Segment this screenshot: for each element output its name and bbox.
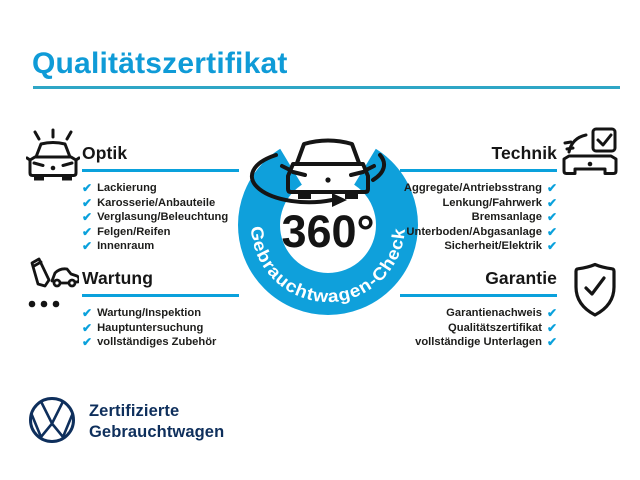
check-item-label: Hauptuntersuchung: [97, 321, 204, 334]
check-item: [82, 321, 239, 336]
check-item: [82, 181, 239, 196]
check-icon: ✔: [546, 181, 557, 195]
check-item-label: vollständige Unterlagen: [415, 336, 542, 349]
check-item: [400, 210, 557, 225]
badge-value: 360°: [281, 206, 375, 257]
optik-checklist: [82, 181, 239, 254]
check-item-label: Qualitätszertifikat: [448, 321, 542, 334]
check-icon: ✔: [546, 320, 557, 335]
check-item-label: Wartung/Inspektion: [97, 307, 202, 319]
check-icon: ✔: [546, 210, 557, 225]
section-title-technik: Technik: [400, 143, 557, 172]
check-item: [82, 225, 239, 240]
check-icon: ✔: [82, 210, 93, 225]
check-icon: ✔: [82, 320, 93, 335]
check-icon: ✔: [546, 224, 557, 239]
check-item: [400, 321, 557, 336]
check-item: [400, 181, 557, 196]
check-icon: ✔: [546, 239, 557, 254]
check-item-label: vollständiges Zubehör: [97, 336, 217, 349]
pencil-car-checklist-icon: [23, 256, 79, 312]
check-icon: ✔: [82, 181, 93, 195]
page-title: Qualitätszertifikat: [32, 47, 288, 81]
check-item-label: Felgen/Reifen: [97, 225, 171, 238]
check-item: [82, 306, 239, 321]
check-item-label: Bremsanlage: [471, 211, 542, 224]
check-item-label: Aggregate/Antriebsstrang: [403, 182, 542, 194]
check-item-label: Lackierung: [97, 182, 157, 194]
section-title-garantie: Garantie: [400, 268, 557, 297]
check-item: [400, 196, 557, 211]
check-item-label: Karosserie/Anbauteile: [97, 196, 216, 209]
section-garantie: [400, 268, 557, 350]
section-wartung: [82, 268, 239, 350]
check-item: [82, 335, 239, 350]
check-item-label: Lenkung/Fahrwerk: [442, 196, 542, 209]
check-icon: ✔: [82, 239, 93, 254]
ring-label: Gebrauchtwagen-Check: [246, 224, 409, 307]
check-item-label: Garantienachweis: [446, 307, 542, 319]
section-title-optik: Optik: [82, 143, 239, 172]
technik-checklist: [400, 181, 557, 254]
check-item: [400, 335, 557, 350]
check-item: [400, 225, 557, 240]
check-icon: ✔: [546, 195, 557, 210]
check-item: [82, 239, 239, 254]
check-item: [400, 306, 557, 321]
check-item-label: Innenraum: [97, 240, 155, 253]
check-item: [400, 239, 557, 254]
brand-line1: Zertifizierte: [89, 402, 180, 420]
garantie-checklist: [400, 306, 557, 350]
check-icon: ✔: [82, 306, 93, 320]
check-icon: ✔: [546, 335, 557, 350]
check-item-label: Unterboden/Abgasanlage: [406, 225, 542, 238]
check-icon: ✔: [82, 335, 93, 350]
section-title-wartung: Wartung: [82, 268, 239, 297]
brand-line2: Gebrauchtwagen: [89, 422, 225, 441]
check-icon: ✔: [546, 306, 557, 320]
section-optik: [82, 143, 239, 254]
car-checkbox-icon: [561, 127, 619, 185]
car-shine-icon: [26, 128, 80, 186]
vw-logo: [28, 396, 76, 444]
check-item: [82, 210, 239, 225]
check-item-label: Sicherheit/Elektrik: [444, 240, 542, 253]
brand-text: [89, 401, 224, 442]
check-icon: ✔: [82, 224, 93, 239]
check-item: [82, 196, 239, 211]
check-icon: ✔: [82, 195, 93, 210]
section-technik: [400, 143, 557, 254]
shield-check-icon: [572, 262, 618, 318]
wartung-checklist: [82, 306, 239, 350]
check-item-label: Verglasung/Beleuchtung: [97, 211, 229, 224]
